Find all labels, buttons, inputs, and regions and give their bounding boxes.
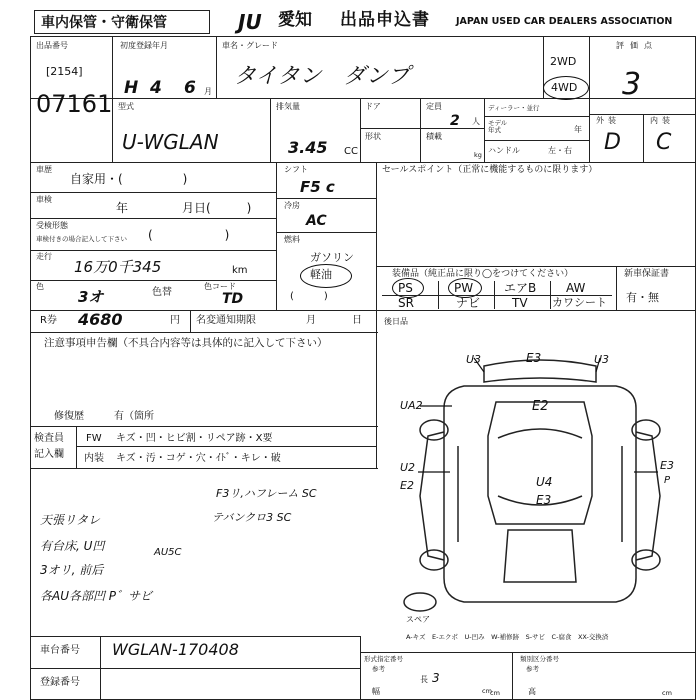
width-unit: cm — [490, 689, 500, 697]
exterior-label: 外装 — [596, 116, 620, 125]
mark-right-e: E3 — [660, 459, 674, 472]
registration-year: 4 — [150, 78, 162, 98]
mark-left-door-e: E2 — [400, 479, 414, 492]
width-label: 幅 — [372, 687, 380, 696]
displacement-unit: CC — [344, 146, 358, 157]
equipment-tv: TV — [512, 296, 528, 310]
registration-label: 初度登録年月 — [120, 41, 168, 50]
reg-number-label: 登録番号 — [40, 677, 80, 688]
history-label: 車歴 — [36, 165, 52, 174]
drive-4wd: 4WD — [551, 81, 578, 94]
lot-sub-number: [2154] — [46, 65, 83, 78]
interior-check-items: キズ・汚・コゲ・穴・ｲﾄﾞ・キレ・破 — [116, 453, 281, 464]
equipment-ps: PS — [398, 281, 413, 295]
bed-outline — [504, 530, 576, 582]
interior-value: C — [656, 130, 672, 155]
mileage-label: 走行 — [36, 252, 52, 261]
type-value: U-WGLAN — [122, 130, 219, 154]
mileage-unit: km — [232, 265, 248, 276]
shift-value: F5 c — [300, 178, 335, 196]
model-year-label: モデル 年式 — [488, 119, 508, 135]
checker-label: 検査員 — [34, 433, 64, 444]
handle-options: 左・右 — [548, 146, 572, 155]
color-code-value: TD — [222, 291, 244, 307]
length-label: 長 — [420, 675, 428, 684]
history-value: 自家用・( ) — [70, 172, 188, 186]
recycle-unit: 円 — [170, 315, 180, 326]
repair-history-value: 有（箇所 — [114, 411, 154, 422]
form-title: 出品申込書 — [340, 10, 430, 30]
note-bracket: AU5C — [154, 547, 182, 558]
lot-number: 07161 — [36, 90, 113, 118]
damage-legend: A-キズ E-エクボ U-凹み W-補修跡 S-サビ C-腐食 XX-交換済 — [406, 633, 609, 641]
mark-left-panel: UA2 — [400, 399, 423, 412]
capacity-label: 定員 — [426, 102, 442, 111]
registration-era: H — [124, 78, 139, 98]
class-ref-label: 参考 — [526, 665, 539, 673]
note-line-2: テバンクロ3 SC — [212, 511, 292, 524]
storage-badge — [34, 10, 210, 34]
chassis-value: WGLAN-170408 — [112, 640, 239, 659]
spare-label: スペア — [406, 615, 430, 624]
mark-center-e: E3 — [536, 493, 552, 507]
displacement-value: 3.45 — [288, 138, 328, 157]
displacement-label: 排気量 — [276, 102, 300, 111]
mark-front-left: U3 — [466, 353, 482, 366]
record-label: 記入欄 — [34, 449, 64, 460]
equipment-seat: カワシート — [552, 296, 607, 309]
model-name-label: 車名・グレード — [222, 41, 278, 50]
repair-history-label: 修復歴 — [54, 411, 84, 422]
exterior-value: D — [604, 130, 621, 155]
dealer-label: ディーラー・並行 — [488, 104, 540, 112]
equipment-pw: PW — [454, 281, 474, 295]
note-line-6: 各AU各部凹 P゛サビ — [40, 589, 153, 603]
name-change-label: 名変通知期限 — [196, 315, 256, 326]
model-year-unit: 年 — [574, 125, 582, 134]
lot-label: 出品番号 — [36, 41, 68, 50]
mileage-value: 16万0千345 — [74, 258, 162, 276]
name-change-day: 日 — [352, 315, 362, 326]
grade-label: 評価点 — [616, 41, 658, 50]
spare-tire — [404, 593, 436, 611]
color-code-label: 色コード — [204, 282, 236, 291]
registration-month: 6 — [184, 78, 196, 98]
logo-text: 愛知 — [278, 10, 312, 30]
acceptance-value: ( ) — [148, 228, 230, 242]
registration-month-unit: 月 — [204, 87, 212, 96]
fuel-label: 燃料 — [284, 235, 300, 244]
model-name-value: タイタン ダンプ — [234, 64, 410, 89]
type-label: 型式 — [118, 102, 134, 111]
spec-number-label: 形式指定番号 — [364, 655, 403, 663]
color-label: 色 — [36, 282, 44, 291]
mark-left-door-u: U2 — [400, 461, 416, 474]
car-diagram — [400, 346, 680, 636]
fuel-gasoline: ガソリン — [310, 251, 354, 264]
fw-label: FW — [86, 433, 102, 444]
mark-front-right: U3 — [594, 353, 610, 366]
drive-2wd: 2WD — [550, 55, 577, 68]
interior-check-label: 内装 — [84, 453, 104, 464]
recycle-value: 4680 — [78, 310, 123, 329]
notes-label: 注意事項申告欄（不具合内容等は具体的に記入して下さい） — [44, 337, 328, 349]
note-line-5: 3オリ, 前后 — [40, 563, 104, 577]
recycle-label: R券 — [40, 315, 57, 326]
load-unit: kg — [474, 151, 482, 159]
capacity-unit: 人 — [472, 117, 480, 126]
ju-logo-mark: JU — [238, 10, 262, 34]
note-line-4: 有台床, U凹 — [40, 539, 105, 553]
handle-label: ハンドル — [488, 146, 520, 155]
inspection-month: 月日( ) — [182, 201, 252, 215]
equipment-airbag: エアB — [504, 281, 537, 295]
acceptance-label: 受検形態 — [36, 221, 68, 230]
storage-badge-text: 車内保管・守衛保管 — [41, 15, 167, 31]
equipment-grid — [382, 281, 612, 309]
spec-ref-label: 参考 — [372, 665, 385, 673]
length-unit: cm — [482, 687, 492, 695]
association-name: JAPAN USED CAR DEALERS ASSOCIATION — [456, 16, 673, 27]
color-value: 3オ — [78, 288, 104, 306]
mark-front-center: E3 — [526, 351, 542, 365]
fuel-diesel: 軽油 — [310, 268, 332, 281]
name-change-month: 月 — [306, 315, 316, 326]
class-number-label: 類別区分番号 — [520, 655, 559, 663]
height-unit: cm — [662, 689, 672, 697]
fw-items: キズ・凹・ヒビ割・リペア跡・X要 — [116, 433, 273, 444]
equipment-aw: AW — [566, 281, 586, 295]
equipment-label: 装備品（純正品に限り◯をつけてください） — [392, 269, 574, 279]
cooler-value: AC — [306, 213, 327, 229]
capacity-value: 2 — [450, 113, 460, 129]
interior-label: 内装 — [650, 116, 674, 125]
note-line-3: 天張リタレ — [40, 513, 101, 527]
equipment-navi: ナビ — [456, 296, 481, 310]
shift-label: シフト — [284, 165, 308, 174]
warranty-options: 有・無 — [626, 291, 659, 304]
note-line-1: F3リ,ハフレーム SC — [216, 487, 317, 500]
color-repaint-label: 色替 — [152, 287, 172, 298]
grade-value: 3 — [622, 67, 642, 102]
warranty-label: 新車保証書 — [624, 269, 670, 279]
equipment-sr: SR — [398, 296, 414, 310]
cooler-label: 冷房 — [284, 201, 300, 210]
height-label: 高 — [528, 687, 536, 696]
inspection-year: 年 — [116, 201, 129, 215]
length-value: 3 — [432, 671, 440, 685]
fuel-other: ( ) — [290, 291, 328, 302]
mark-hood: E2 — [532, 399, 549, 414]
mark-center-u: U4 — [536, 475, 553, 489]
shape-label: 形状 — [365, 132, 381, 141]
sales-points-label: セールスポイント（正常に機能するものに限ります） — [382, 165, 598, 175]
load-label: 積載 — [426, 132, 442, 141]
door-label: ドア — [365, 102, 381, 111]
mark-right-p: P — [664, 475, 671, 486]
acceptance-note: 車検付きの場合記入して下さい — [36, 235, 127, 243]
aftermarket-label: 後日品 — [384, 317, 408, 326]
chassis-label: 車台番号 — [40, 645, 80, 656]
ju-logo — [238, 10, 280, 36]
inspection-label: 車検 — [36, 195, 52, 204]
